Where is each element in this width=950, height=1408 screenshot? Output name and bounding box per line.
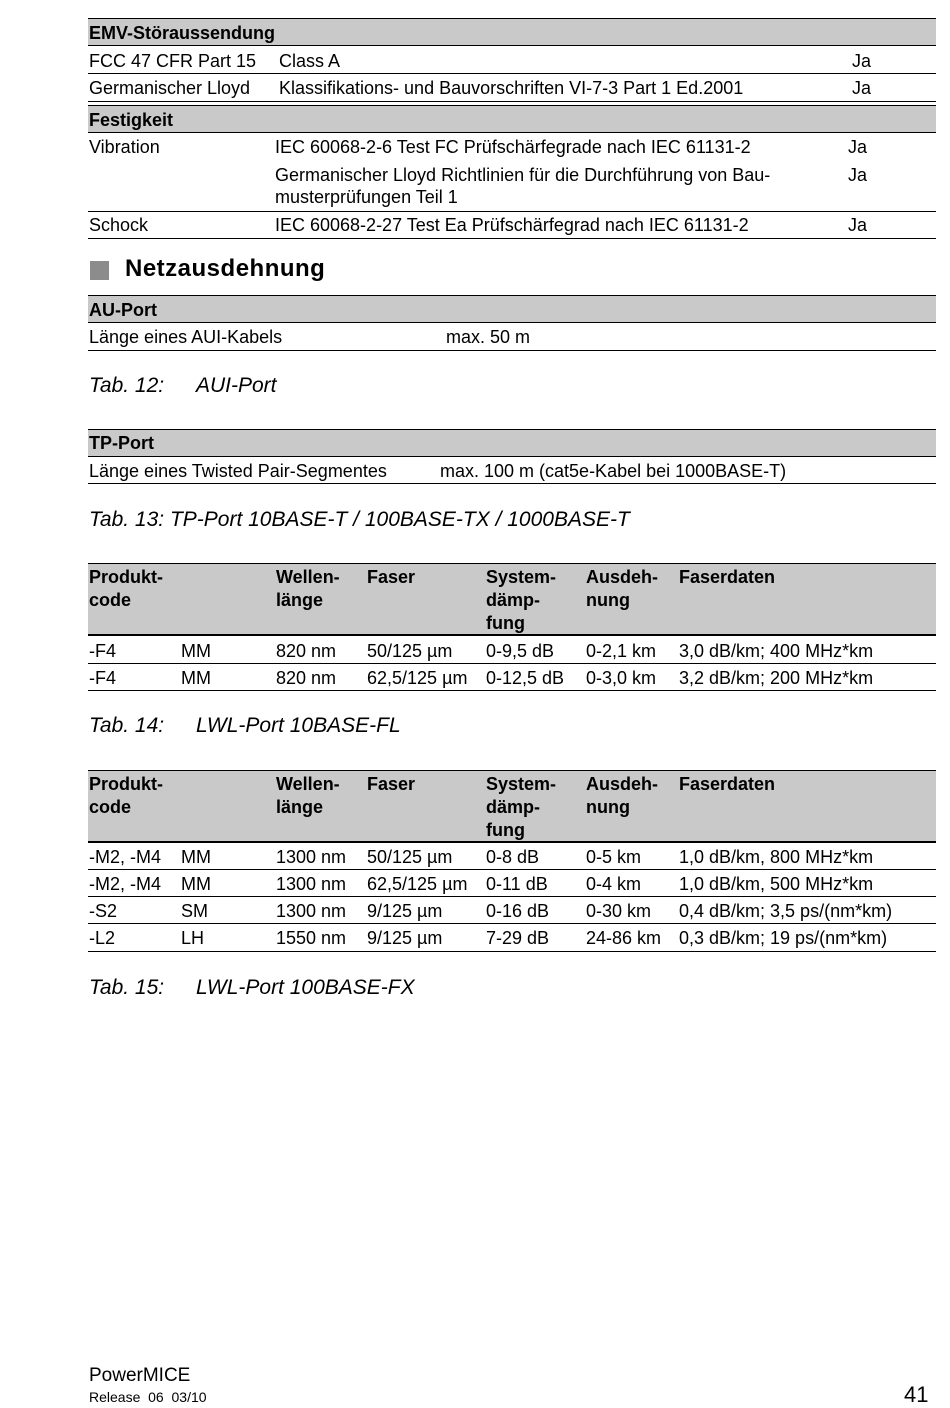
fx-r3-wl: 1300 nm [276, 901, 347, 921]
fx-r4-sys: 7-29 dB [486, 928, 550, 948]
festigkeit-row2-c: Ja [848, 165, 868, 185]
au-port-label: Länge eines AUI-Kabels [89, 327, 283, 347]
fx-r1-aus: 0-5 km [586, 847, 642, 867]
festigkeit-row2-b1: Germanischer Lloyd Richtlinien für die Durchführung von Bau- [275, 165, 771, 185]
fx-r2-code: -M2, -M4 [89, 874, 161, 894]
fx-h-sys2: dämp- [486, 797, 540, 817]
emv-row2-c: Ja [852, 78, 872, 98]
fx-h-sys1: System- [486, 774, 557, 794]
fx-r4-mode: LH [181, 928, 205, 948]
festigkeit-row3-c: Ja [848, 215, 868, 235]
fx-r4-faser: 9/125 µm [367, 928, 443, 948]
festigkeit-row3-b: IEC 60068-2-27 Test Ea Prüfschärfegrad nach IEC 61131-2 [275, 215, 749, 235]
fx-r2-wl: 1300 nm [276, 874, 347, 894]
festigkeit-row3-a: Schock [89, 215, 149, 235]
tp-port-header: TP-Port [89, 433, 154, 453]
fl-r2-mode: MM [181, 668, 211, 688]
fl-r2-sys: 0-12,5 dB [486, 668, 565, 688]
caption-tab14-num: Tab. 14: [89, 714, 165, 737]
festigkeit-row2-b2: musterprüfungen Teil 1 [275, 187, 458, 207]
fx-h-faser: Faser [367, 774, 416, 794]
fl-h-sys1: System- [486, 567, 557, 587]
fx-r4-code: -L2 [89, 928, 116, 948]
fx-h-code1: Produkt- [89, 774, 163, 794]
caption-tab15-num: Tab. 15: [89, 976, 165, 999]
caption-tab12-num: Tab. 12: [89, 374, 165, 397]
emv-row2-a: Germanischer Lloyd [89, 78, 251, 98]
fx-r3-aus: 0-30 km [586, 901, 652, 921]
fl-h-wl1: Wellen- [276, 567, 340, 587]
fx-r4-wl: 1550 nm [276, 928, 347, 948]
page-number: 41 [904, 1382, 929, 1407]
fx-r3-sys: 0-16 dB [486, 901, 550, 921]
emv-row1-c: Ja [852, 51, 872, 71]
fl-r1-data: 3,0 dB/km; 400 MHz*km [679, 641, 874, 661]
fl-h-sys2: dämp- [486, 590, 540, 610]
fl-r2-wl: 820 nm [276, 668, 337, 688]
fl-r1-faser: 50/125 µm [367, 641, 453, 661]
section-title: Netzausdehnung [125, 255, 326, 282]
fx-h-sys3: fung [486, 820, 525, 840]
fl-r2-faser: 62,5/125 µm [367, 668, 468, 688]
fx-r2-mode: MM [181, 874, 211, 894]
fl-r1-code: -F4 [89, 641, 116, 661]
fx-r1-data: 1,0 dB/km, 800 MHz*km [679, 847, 874, 867]
fl-h-data: Faserdaten [679, 567, 776, 587]
fx-r3-code: -S2 [89, 901, 118, 921]
fx-r1-sys: 0-8 dB [486, 847, 540, 867]
fl-r1-aus: 0-2,1 km [586, 641, 657, 661]
fx-r3-mode: SM [181, 901, 208, 921]
fl-h-wl2: länge [276, 590, 324, 610]
emv-row2-b: Klassifikations- und Bauvorschriften VI-7-3 Part 1 Ed.2001 [279, 78, 744, 98]
festigkeit-row1-c: Ja [848, 137, 868, 157]
fx-h-data: Faserdaten [679, 774, 776, 794]
fx-r2-data: 1,0 dB/km, 500 MHz*km [679, 874, 874, 894]
footer-product: PowerMICE [89, 1365, 191, 1386]
fl-r1-wl: 820 nm [276, 641, 337, 661]
fx-r1-wl: 1300 nm [276, 847, 347, 867]
fl-r2-data: 3,2 dB/km; 200 MHz*km [679, 668, 874, 688]
emv-row1-b: Class A [279, 51, 341, 71]
caption-tab12-text: AUI-Port [196, 374, 277, 397]
fx-r2-aus: 0-4 km [586, 874, 642, 894]
footer-release: Release 06 03/10 [89, 1389, 207, 1405]
fx-r1-mode: MM [181, 847, 211, 867]
fl-r1-sys: 0-9,5 dB [486, 641, 555, 661]
fl-r2-code: -F4 [89, 668, 116, 688]
fx-r3-faser: 9/125 µm [367, 901, 443, 921]
section-bullet-icon [90, 261, 109, 280]
fl-h-aus2: nung [586, 590, 630, 610]
tp-port-value: max. 100 m (cat5e-Kabel bei 1000BASE-T) [440, 461, 787, 481]
caption-tab13: Tab. 13: TP-Port 10BASE-T / 100BASE-TX / 1000BASE-T [89, 508, 630, 531]
fx-r4-data: 0,3 dB/km; 19 ps/(nm*km) [679, 928, 888, 948]
fl-h-code1: Produkt- [89, 567, 163, 587]
fx-h-aus1: Ausdeh- [586, 774, 658, 794]
fl-h-aus1: Ausdeh- [586, 567, 658, 587]
festigkeit-row1-a: Vibration [89, 137, 160, 157]
tp-port-label: Länge eines Twisted Pair-Segmentes [89, 461, 387, 481]
caption-tab14-text: LWL-Port 10BASE-FL [196, 714, 401, 737]
au-port-header: AU-Port [89, 300, 157, 320]
fx-r2-faser: 62,5/125 µm [367, 874, 468, 894]
festigkeit-header: Festigkeit [89, 110, 174, 130]
fx-r2-sys: 0-11 dB [486, 874, 548, 894]
fl-r1-mode: MM [181, 641, 211, 661]
caption-tab15-text: LWL-Port 100BASE-FX [196, 976, 415, 999]
fl-h-code2: code [89, 590, 132, 610]
fl-r2-aus: 0-3,0 km [586, 668, 657, 688]
fl-h-faser: Faser [367, 567, 416, 587]
au-port-value: max. 50 m [446, 327, 531, 347]
fx-r4-aus: 24-86 km [586, 928, 662, 948]
fl-h-sys3: fung [486, 613, 525, 633]
emv-row1-a: FCC 47 CFR Part 15 [89, 51, 257, 71]
fx-h-wl2: länge [276, 797, 324, 817]
fx-r1-faser: 50/125 µm [367, 847, 453, 867]
emv-header: EMV-Störaussendung [89, 23, 276, 43]
fx-h-wl1: Wellen- [276, 774, 340, 794]
fx-r3-data: 0,4 dB/km; 3,5 ps/(nm*km) [679, 901, 893, 921]
fx-h-aus2: nung [586, 797, 630, 817]
festigkeit-row1-b: IEC 60068-2-6 Test FC Prüfschärfegrade nach IEC 61131-2 [275, 137, 751, 157]
fx-r1-code: -M2, -M4 [89, 847, 161, 867]
fx-h-code2: code [89, 797, 132, 817]
